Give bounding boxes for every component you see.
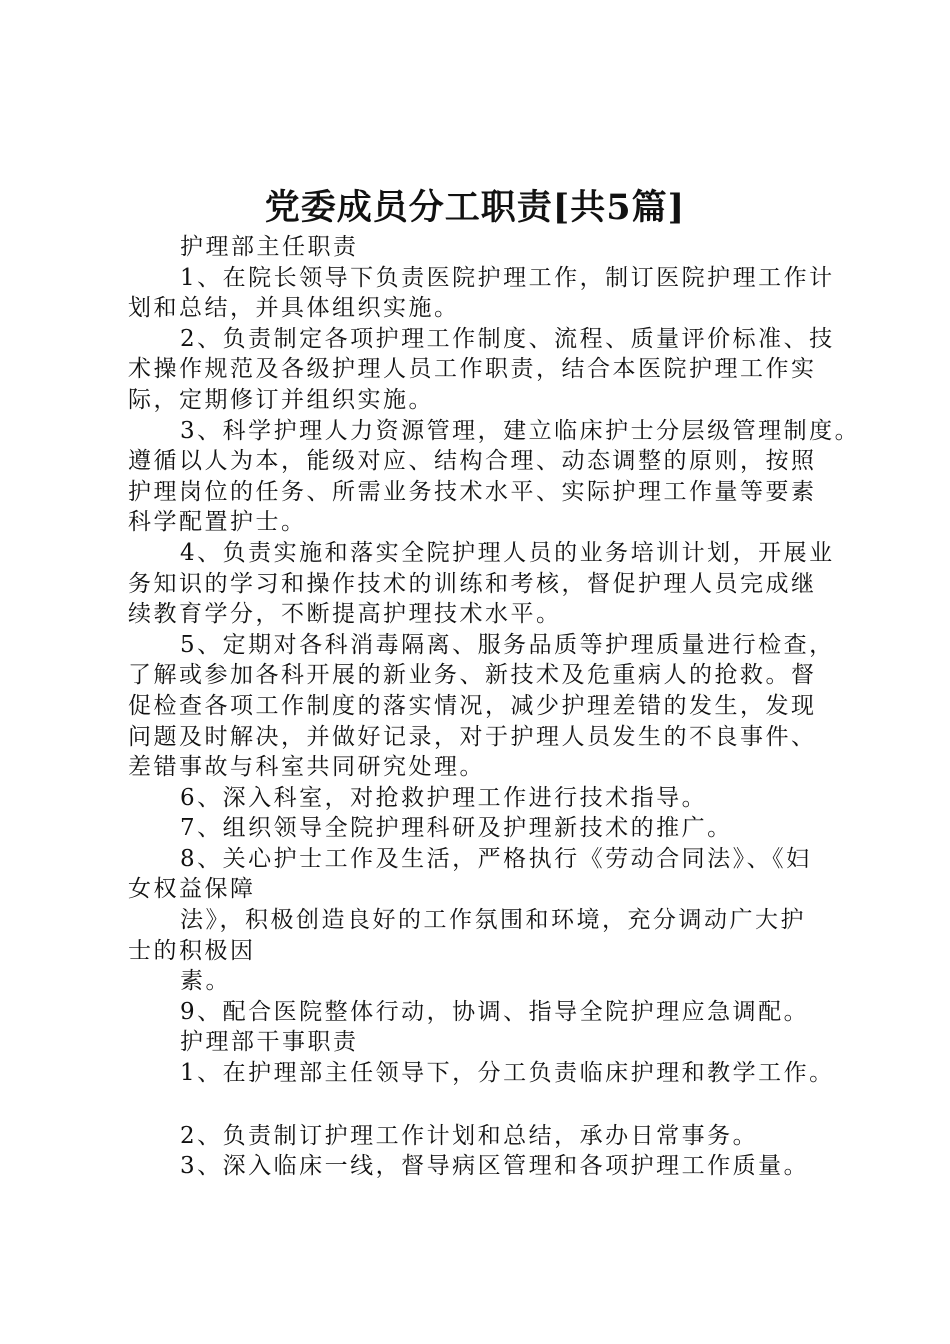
blank-line bbox=[128, 1089, 840, 1121]
document-body bbox=[128, 232, 861, 1182]
text-line: 际，定期修订并组织实施。 bbox=[128, 386, 434, 413]
text-line: 了解或参加各科开展的新业务、新技术及危重病人的抢救。督 bbox=[128, 662, 817, 689]
text-line: 素。 bbox=[180, 968, 231, 995]
text-line: 护理岗位的任务、所需业务技术水平、实际护理工作量等要素 bbox=[128, 478, 817, 505]
text-line: 2、负责制订护理工作计划和总结，承办日常事务。 bbox=[180, 1122, 759, 1149]
text-line: 遵循以人为本，能级对应、结构合理、动态调整的原则，按照 bbox=[128, 448, 817, 475]
document-title: 党委成员分工职责[共5篇] bbox=[264, 187, 686, 228]
text-line: 7、组织领导全院护理科研及护理新技术的推广。 bbox=[180, 815, 733, 842]
text-line: 6、深入科室，对抢救护理工作进行技术指导。 bbox=[180, 784, 708, 811]
text-line: 8、关心护士工作及生活，严格执行《劳动合同法》、《妇 bbox=[180, 845, 812, 872]
text-line: 2、负责制定各项护理工作制度、流程、质量评价标准、技 bbox=[180, 325, 835, 352]
text-line: 续教育学分，不断提高护理技术水平。 bbox=[128, 601, 562, 628]
text-line: 5、定期对各科消毒隔离、服务品质等护理质量进行检查， bbox=[180, 631, 835, 658]
text-line: 术操作规范及各级护理人员工作职责，结合本医院护理工作实 bbox=[128, 356, 817, 383]
text-line: 务知识的学习和操作技术的训练和考核，督促护理人员完成继 bbox=[128, 570, 817, 597]
text-line: 促检查各项工作制度的落实情况，减少护理差错的发生，发现 bbox=[128, 692, 817, 719]
text-line: 差错事故与科室共同研究处理。 bbox=[128, 754, 485, 781]
section-heading-officer: 护理部干事职责 bbox=[180, 1029, 359, 1056]
text-line: 1、在院长领导下负责医院护理工作，制订医院护理工作计 bbox=[180, 264, 835, 291]
text-line: 9、配合医院整体行动，协调、指导全院护理应急调配。 bbox=[180, 998, 810, 1025]
text-line: 法》，积极创造良好的工作氛围和环境，充分调动广大护 bbox=[180, 907, 806, 934]
text-line: 3、深入临床一线，督导病区管理和各项护理工作质量。 bbox=[180, 1153, 810, 1180]
text-line: 士的积极因 bbox=[128, 937, 256, 964]
text-line: 4、负责实施和落实全院护理人员的业务培训计划，开展业 bbox=[180, 539, 835, 566]
text-line: 问题及时解决，并做好记录，对于护理人员发生的不良事件、 bbox=[128, 723, 817, 750]
text-line: 科学配置护士。 bbox=[128, 509, 307, 536]
text-line: 女权益保障 bbox=[128, 876, 256, 903]
section-heading-director: 护理部主任职责 bbox=[180, 234, 359, 260]
text-line: 划和总结，并具体组织实施。 bbox=[128, 295, 460, 322]
text-line: 1、在护理部主任领导下，分工负责临床护理和教学工作。 bbox=[180, 1060, 835, 1087]
text-line: 3、科学护理人力资源管理，建立临床护士分层级管理制度。 bbox=[180, 417, 861, 444]
